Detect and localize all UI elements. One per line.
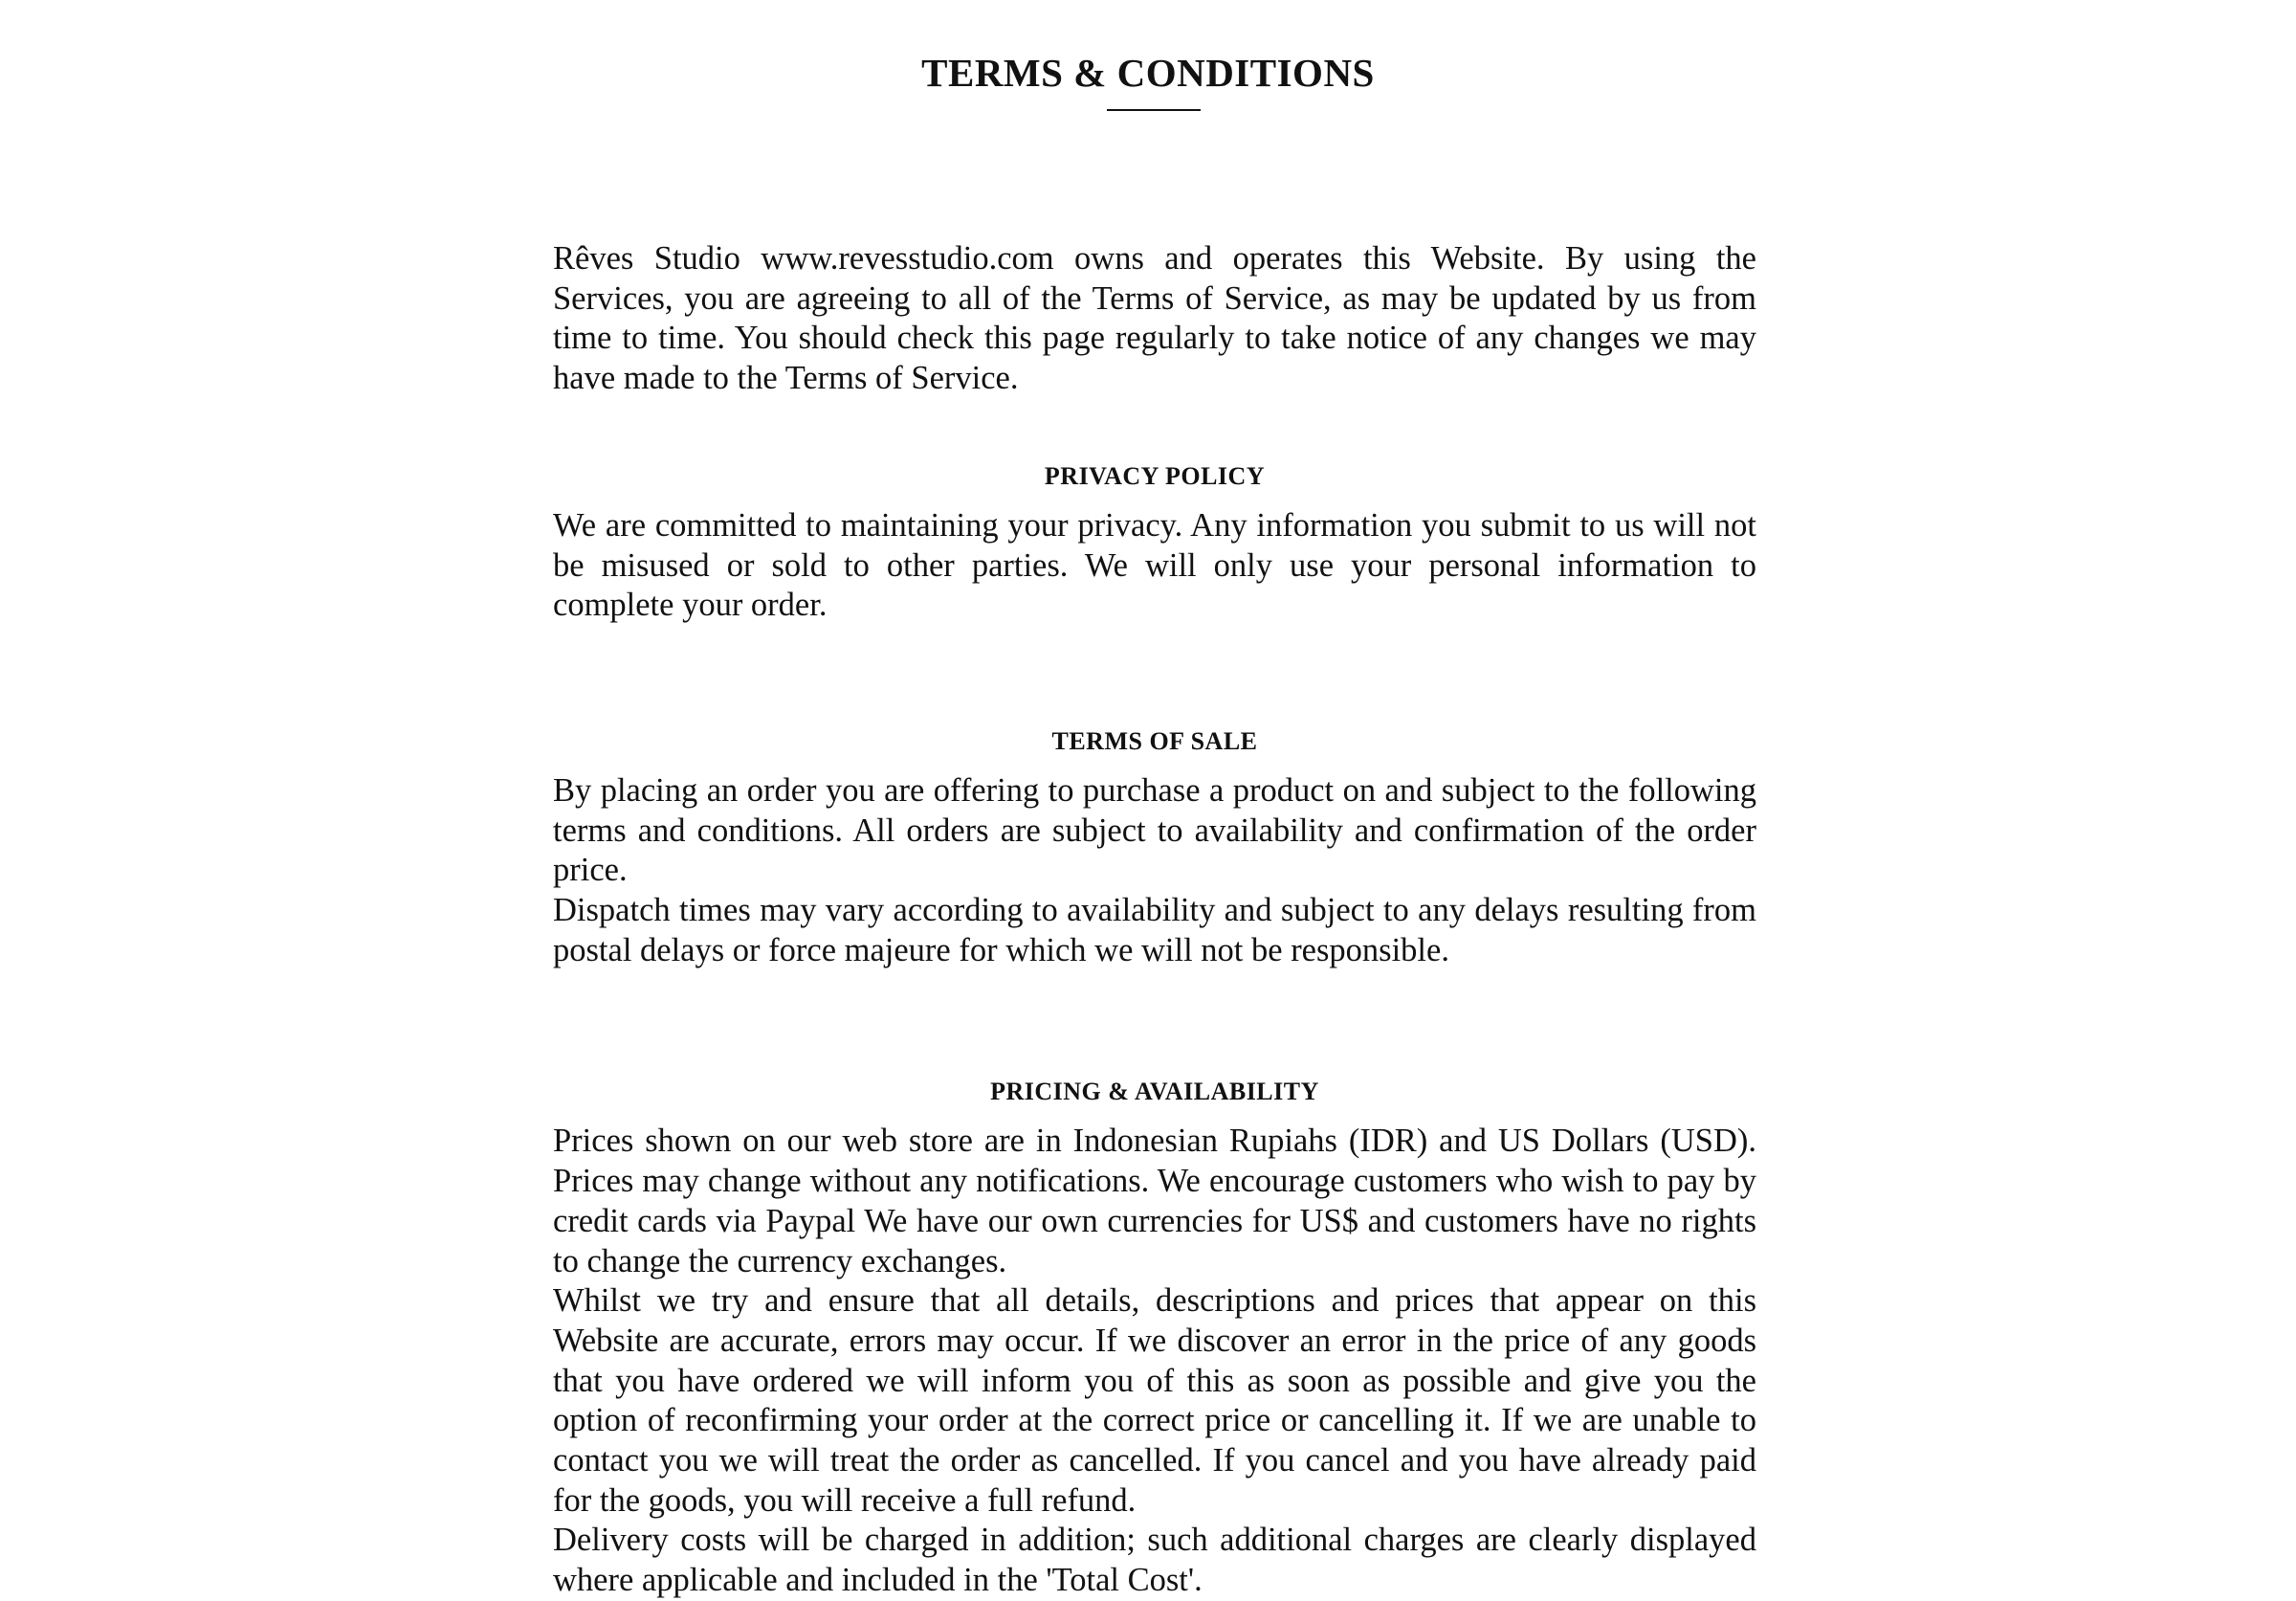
terms-content [553,239,1756,1601]
terms-of-sale-section [553,725,1756,971]
privacy-policy-paragraph: We are committed to maintaining your privacy. Any information you submit to us will not be misused or sold to other parties. We will only use your personal information to complete your order. [553,506,1756,624]
pricing-paragraph-errors: Whilst we try and ensure that all details, descriptions and prices that appear on this Website are accurate, errors may occur. If we discover an error in the price of any goods that you have ordered we will inform you of this as soon as possible and give you the option of reconfirming your order at the correct price or cancelling it. If we are unable to contact you we will treat the order as cancelled. If you cancel and you have already paid for the goods, you will receive a full refund. [553,1282,1756,1519]
section-heading-privacy-policy: PRIVACY POLICY [1044,461,1266,490]
terms-of-sale-paragraph-dispatch: Dispatch times may vary according to availability and subject to any delays resulting from postal delays or force majeure for which we will not be responsible. [553,892,1756,968]
page-title: TERMS & CONDITIONS [921,51,1375,95]
section-heading-pricing-availability: PRICING & AVAILABILITY [990,1078,1319,1106]
privacy-policy-section [553,460,1756,626]
terms-of-sale-paragraph-orders: By placing an order you are offering to purchase a product on and subject to the following terms and conditions. All orders are subject to availability and confirmation of the order price. [553,771,1756,889]
title-underline-divider [1107,109,1201,111]
section-heading-terms-of-sale: TERMS OF SALE [1051,726,1258,755]
pricing-availability-section [553,1076,1756,1600]
pricing-paragraph-currencies: Prices shown on our web store are in Indonesian Rupiahs (IDR) and US Dollars (USD). Prices may change without any notifications. We encourage customers who wish to pay by credit cards via Paypal We have our own currencies for US$ and customers have no rights to change the currency exchanges. [553,1123,1756,1279]
pricing-paragraph-delivery-costs: Delivery costs will be charged in addition; such additional charges are clearly displayed where applicable and included in the 'Total Cost'. [553,1522,1756,1599]
intro-paragraph: Rêves Studio www.revesstudio.com owns and operates this Website. By using the Services, you are agreeing to all of the Terms of Service, as may be updated by us from time to time. You should check this page regularly to take notice of any changes we may have made to the Terms of Service. [553,240,1756,397]
